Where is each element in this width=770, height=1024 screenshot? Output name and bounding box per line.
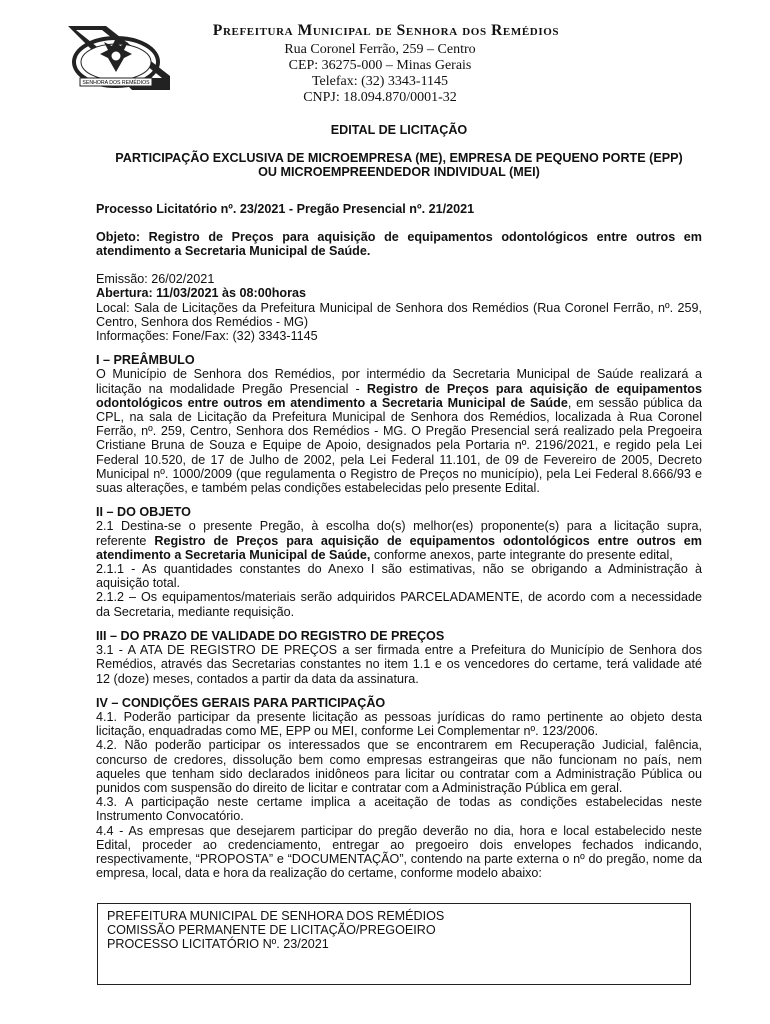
processo-line: Processo Licitatório nº. 23/2021 - Pregão Presencial nº. 21/2021	[96, 201, 475, 216]
item-4-2: 4.2. Não poderão participar os interessados que se encontrarem em Recuperação Judicial, falência, concurso de credores, dissolução bem como empresas estrangeiras que não funcionam no país, nem aqueles que tenham sido declarados inidôneos para licitar ou contratar com a Administração Pública ou punidos com suspensão do direito de licitar e contratar com a Administração Pública em geral.	[96, 738, 702, 795]
objeto-line: Objeto: Registro de Preços para aquisição de equipamentos odontológicos entre outros em atendimento a Secretaria Municipal de Saúde.	[96, 229, 702, 259]
document-subheading-1: PARTICIPAÇÃO EXCLUSIVA DE MICROEMPRESA (ME), EMPRESA DE PEQUENO PORTE (EPP)	[115, 151, 683, 166]
document-heading: EDITAL DE LICITAÇÃO	[330, 123, 468, 137]
section-condicoes-title: IV – CONDIÇÕES GERAIS PARA PARTICIPAÇÃO	[96, 695, 386, 710]
item-4-4: 4.4 - As empresas que desejarem participar do pregão deverão no dia, hora e local estabelecido neste Edital, proceder ao credenciamento, entregar ao pregoeiro dois envelopes fechados indicando, respectivamente, “PROPOSTA” e “DOCUMENTAÇÃO”, contendo na parte externa o nº do pregão, nome da empresa, local, data e hora da realização do certame, conforme modelo abaixo:	[96, 823, 702, 881]
abertura-line: Abertura: 11/03/2021 às 08:00horas	[96, 286, 307, 301]
document-subheading-2: OU MICROEMPREENDEDOR INDIVIDUAL (MEI)	[258, 165, 540, 180]
envelope-model-box	[97, 903, 691, 985]
envelope-line-3: PROCESSO LICITATÓRIO Nº. 23/2021	[107, 937, 329, 951]
section-prazo-title: III – DO PRAZO DE VALIDADE DO REGISTRO DE PREÇOS	[96, 628, 445, 643]
postal-line: CEP: 36275-000 – Minas Gerais	[288, 58, 472, 73]
item-3-1: 3.1 - A ATA DE REGISTRO DE PREÇOS a ser firmada entre a Prefeitura do Município de Senhora dos Remédios, através das Secretarias constantes no item 1.1 e os vencedores do certame, terá validade até 12 (doze) meses, contados a partir da data da assinatura.	[96, 643, 702, 686]
emissao-line: Emissão: 26/02/2021	[96, 272, 215, 287]
envelope-line-2: COMISSÃO PERMANENTE DE LICITAÇÃO/PREGOEIRO	[107, 923, 436, 937]
item-4-3: 4.3. A participação neste certame implica a aceitação de todas as condições estabelecidas neste Instrumento Convocatório.	[96, 795, 702, 824]
local-line: Local: Sala de Licitações da Prefeitura Municipal de Senhora dos Remédios (Rua Coronel Ferrão, nº. 259, Centro, Senhora dos Remédios - MG)	[96, 300, 702, 329]
municipal-crest-logo	[62, 16, 170, 94]
phone-line: Telefax: (32) 3343-1145	[311, 74, 449, 89]
municipality-title: Prefeitura Municipal de Senhora dos Remédios	[212, 22, 560, 39]
item-4-1: 4.1. Poderão participar da presente licitação as pessoas jurídicas do ramo pertinente ao objeto desta licitação, enquadradas como ME, EPP ou MEI, conforme Lei Complementar nº. 123/2006.	[96, 709, 702, 739]
municipality-address	[230, 42, 530, 106]
item-2-1: 2.1 Destina-se o presente Pregão, à escolha do(s) melhor(es) proponente(s) para a licitação supra, referente Registro de Preços para aquisição de equipamentos odontológicos entre outros em atendimento a Secretaria Municipal de Saúde, conforme anexos, parte integrante do presente edital,	[96, 519, 703, 562]
informacoes-line: Informações: Fone/Fax: (32) 3343-1145	[96, 329, 318, 344]
envelope-line-1: PREFEITURA MUNICIPAL DE SENHORA DOS REMÉDIOS	[107, 909, 445, 923]
item-2-1-1: 2.1.1 - As quantidades constantes do Anexo I são estimativas, não se obrigando a Administração à aquisição total.	[96, 562, 702, 591]
svg-text:SENHORA DOS REMÉDIOS: SENHORA DOS REMÉDIOS	[82, 80, 150, 86]
section-preambulo-title: I – PREÂMBULO	[96, 353, 195, 368]
cnpj-line: CNPJ: 18.094.870/0001-32	[303, 90, 457, 105]
item-2-1-2: 2.1.2 – Os equipamentos/materiais serão adquiridos PARCELADAMENTE, de acordo com a necessidade da Secretaria, mediante requisição.	[96, 590, 702, 619]
section-objeto-title: II – DO OBJETO	[96, 505, 191, 520]
section-preambulo-text: O Município de Senhora dos Remédios, por intermédio da Secretaria Municipal de Saúde realizará a licitação na modalidade Pregão Presencial - Registro de Preços para aquisição de equipamentos odontológicos entre outros em atendimento a Secretaria Municipal de Saúde, em sessão pública da CPL, na sala de Licitação da Prefeitura Municipal de Senhora dos Remédios, localizada à Rua Coronel Ferrão, nº. 259, Centro, Senhora dos Remédios - MG. O Pregão Presencial será realizado pela Pregoeira Cristiane Bruna de Souza e Equipe de Apoio, designados pela Portaria nº. 2196/2021, e regido pela Lei Federal 10.520, de 17 de Julho de 2002, pela Lei Federal 11.101, de 09 de Fevereiro de 2005, Decreto Municipal nº. 1000/2009 (que regulamenta o Registro de Preços no município), pela Lei Federal 8.666/93 e suas alterações, e também pelas condições estabelecidas pelo presente Edital.	[96, 367, 703, 496]
address-line: Rua Coronel Ferrão, 259 – Centro	[284, 42, 476, 57]
document-body	[96, 123, 702, 880]
